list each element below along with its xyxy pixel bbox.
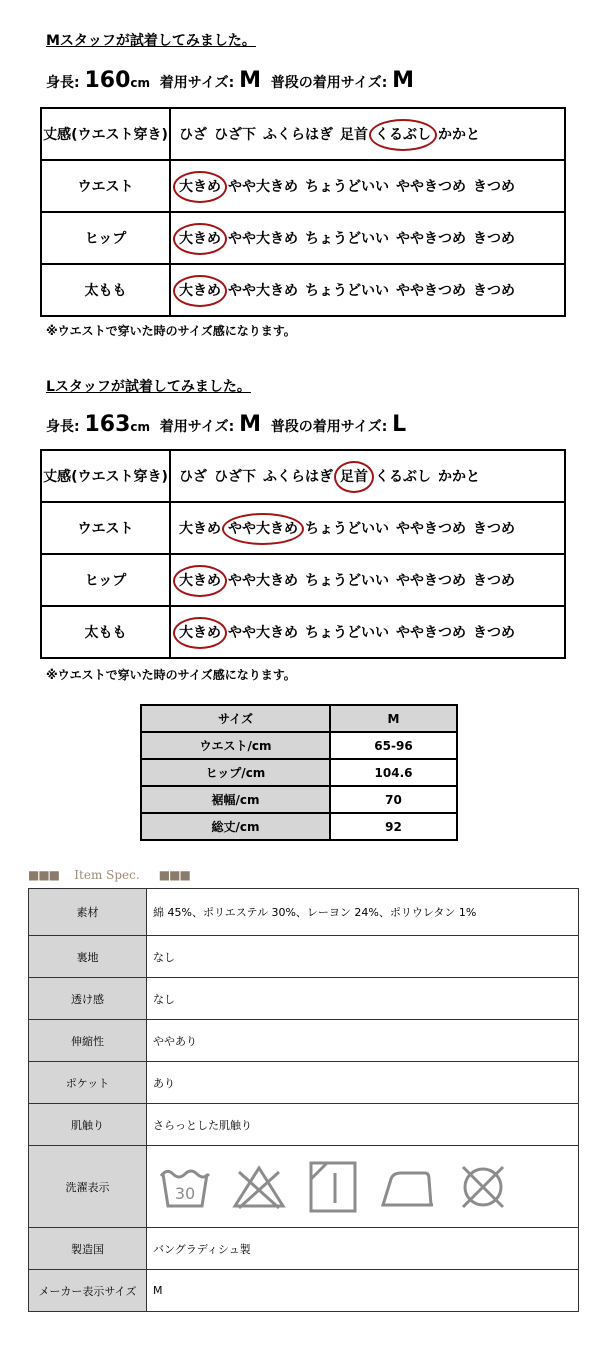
fit-option: ひざ下 xyxy=(214,127,256,143)
fit-option: きつめ xyxy=(473,625,515,641)
usual-size-value: L xyxy=(392,412,407,437)
fit-row-options xyxy=(170,554,565,606)
l-fit-table xyxy=(40,449,566,659)
fit-option: やや大きめ xyxy=(228,625,298,641)
fit-option: ひざ xyxy=(179,127,207,143)
wear-size-label: 着用サイズ: xyxy=(159,75,235,91)
fit-option-selected: 大きめ xyxy=(179,179,221,195)
height-value: 163 xyxy=(84,412,131,437)
fit-option: ややきつめ xyxy=(396,573,466,589)
fit-option: 大きめ xyxy=(179,521,221,537)
spec-value-care xyxy=(147,1146,579,1228)
title-squares-right: ■■■ xyxy=(158,868,190,882)
l-fit-note: ※ウエストで穿いた時のサイズ感になります。 xyxy=(46,668,296,682)
spec-row xyxy=(29,889,579,936)
spec-key-material: 素材 xyxy=(29,889,147,936)
fit-option: ややきつめ xyxy=(396,231,466,247)
spec-row xyxy=(29,1020,579,1062)
spec-key-lining: 裏地 xyxy=(29,936,147,978)
fit-option: くるぶし xyxy=(375,469,431,485)
fit-row-label: ウエスト xyxy=(41,502,170,554)
fit-option-selected: くるぶし xyxy=(375,127,431,143)
spec-row xyxy=(29,936,579,978)
size-row-value: 92 xyxy=(330,813,457,840)
fit-option: やや大きめ xyxy=(228,231,298,247)
wash-temp-text: 30 xyxy=(174,1183,196,1203)
size-row xyxy=(141,813,457,840)
fit-option: ややきつめ xyxy=(396,179,466,195)
fit-option: やや大きめ xyxy=(228,573,298,589)
fit-row-label: 丈感(ウエスト穿き) xyxy=(41,108,170,160)
fit-option: きつめ xyxy=(473,283,515,299)
fit-row xyxy=(41,554,565,606)
spec-key-texture: 肌触り xyxy=(29,1104,147,1146)
item-spec-table xyxy=(28,888,579,1312)
no-bleach-icon xyxy=(231,1162,287,1212)
fit-option: やや大きめ xyxy=(228,283,298,299)
wear-size-label: 着用サイズ: xyxy=(159,419,235,435)
size-header-value: M xyxy=(330,705,457,732)
title-squares-left: ■■■ xyxy=(28,868,60,882)
fit-row-label: ヒップ xyxy=(41,212,170,264)
usual-size-label: 普段の着用サイズ: xyxy=(270,75,388,91)
spec-key-sheerness: 透け感 xyxy=(29,978,147,1020)
fit-row-options xyxy=(170,450,565,502)
fit-row-label: ヒップ xyxy=(41,554,170,606)
spec-value-origin: バングラディシュ製 xyxy=(147,1228,579,1270)
fit-row-label: ウエスト xyxy=(41,160,170,212)
size-row-label: ヒップ/cm xyxy=(141,759,330,786)
spec-row xyxy=(29,1146,579,1228)
size-row xyxy=(141,732,457,759)
fit-option: やや大きめ xyxy=(228,179,298,195)
spec-key-care: 洗濯表示 xyxy=(29,1146,147,1228)
spec-value-texture: さらっとした肌触り xyxy=(147,1104,579,1146)
fit-option: ちょうどいい xyxy=(305,521,389,537)
fit-row xyxy=(41,160,565,212)
wash-30-icon xyxy=(159,1162,211,1212)
spec-row xyxy=(29,1104,579,1146)
l-staff-heading: Lスタッフが試着してみました。 xyxy=(46,379,251,395)
size-row-label: 裾幅/cm xyxy=(141,786,330,813)
spec-row xyxy=(29,978,579,1020)
no-dry-clean-icon xyxy=(457,1161,509,1213)
fit-option: ちょうどいい xyxy=(305,625,389,641)
height-label: 身長: xyxy=(46,75,80,91)
fit-option: ちょうどいい xyxy=(305,573,389,589)
size-row-value: 65-96 xyxy=(330,732,457,759)
fit-row-options xyxy=(170,108,565,160)
fit-option-selected: 大きめ xyxy=(179,231,221,247)
spec-value-maker-size: M xyxy=(147,1270,579,1312)
fit-option-selected: 足首 xyxy=(340,469,368,485)
usual-size-value: M xyxy=(392,68,415,93)
m-fit-note: ※ウエストで穿いた時のサイズ感になります。 xyxy=(46,324,296,338)
fit-option: ちょうどいい xyxy=(305,231,389,247)
spec-value-stretch: ややあり xyxy=(147,1020,579,1062)
spec-key-pocket: ポケット xyxy=(29,1062,147,1104)
spec-row xyxy=(29,1270,579,1312)
fit-row-options xyxy=(170,502,565,554)
fit-row xyxy=(41,450,565,502)
fit-option-selected: 大きめ xyxy=(179,573,221,589)
fit-row xyxy=(41,606,565,658)
size-header-label: サイズ xyxy=(141,705,330,732)
fit-option: きつめ xyxy=(473,573,515,589)
fit-option-selected: やや大きめ xyxy=(228,521,298,537)
fit-option: きつめ xyxy=(473,179,515,195)
spec-key-maker-size: メーカー表示サイズ xyxy=(29,1270,147,1312)
m-staff-heading: Mスタッフが試着してみました。 xyxy=(46,33,256,49)
size-row xyxy=(141,759,457,786)
size-table xyxy=(140,704,458,841)
fit-option: 足首 xyxy=(340,127,368,143)
spec-row xyxy=(29,1062,579,1104)
size-row xyxy=(141,786,457,813)
iron-low-icon xyxy=(379,1165,437,1209)
height-unit: cm xyxy=(130,76,151,90)
spec-value-sheerness: なし xyxy=(147,978,579,1020)
fit-option: きつめ xyxy=(473,521,515,537)
spec-key-origin: 製造国 xyxy=(29,1228,147,1270)
usual-size-label: 普段の着用サイズ: xyxy=(270,419,388,435)
item-spec-title xyxy=(28,868,190,882)
spec-value-lining: なし xyxy=(147,936,579,978)
fit-option: ふくらはぎ xyxy=(263,469,333,485)
fit-row xyxy=(41,502,565,554)
fit-row-label: 太もも xyxy=(41,606,170,658)
fit-option: きつめ xyxy=(473,231,515,247)
height-label: 身長: xyxy=(46,419,80,435)
spec-key-stretch: 伸縮性 xyxy=(29,1020,147,1062)
wear-size-value: M xyxy=(239,68,262,93)
height-value: 160 xyxy=(84,68,131,93)
size-row-value: 104.6 xyxy=(330,759,457,786)
l-staff-stats xyxy=(46,412,406,437)
fit-option: ややきつめ xyxy=(396,625,466,641)
fit-option-selected: 大きめ xyxy=(179,625,221,641)
fit-option: ちょうどいい xyxy=(305,283,389,299)
spec-row xyxy=(29,1228,579,1270)
m-fit-table xyxy=(40,107,566,317)
fit-row xyxy=(41,108,565,160)
wear-size-value: M xyxy=(239,412,262,437)
fit-row-options xyxy=(170,160,565,212)
line-dry-shade-icon xyxy=(307,1159,359,1215)
fit-option: かかと xyxy=(438,127,480,143)
fit-row xyxy=(41,212,565,264)
fit-option: ひざ xyxy=(179,469,207,485)
size-row-label: ウエスト/cm xyxy=(141,732,330,759)
fit-option: ややきつめ xyxy=(396,521,466,537)
size-row-value: 70 xyxy=(330,786,457,813)
fit-row-label: 丈感(ウエスト穿き) xyxy=(41,450,170,502)
fit-row-options xyxy=(170,606,565,658)
spec-value-material: 綿 45%、ポリエステル 30%、レーヨン 24%、ポリウレタン 1% xyxy=(147,889,579,936)
size-table-header xyxy=(141,705,457,732)
item-spec-label: Item Spec. xyxy=(74,868,140,882)
fit-row-options xyxy=(170,264,565,316)
spec-value-pocket: あり xyxy=(147,1062,579,1104)
fit-option: かかと xyxy=(438,469,480,485)
fit-option: ちょうどいい xyxy=(305,179,389,195)
height-unit: cm xyxy=(130,420,151,434)
fit-option: ややきつめ xyxy=(396,283,466,299)
fit-option: ひざ下 xyxy=(214,469,256,485)
m-staff-stats xyxy=(46,68,414,93)
fit-row-label: 太もも xyxy=(41,264,170,316)
fit-row-options xyxy=(170,212,565,264)
fit-option-selected: 大きめ xyxy=(179,283,221,299)
size-row-label: 総丈/cm xyxy=(141,813,330,840)
fit-row xyxy=(41,264,565,316)
wash-icons xyxy=(153,1159,578,1215)
fit-option: ふくらはぎ xyxy=(263,127,333,143)
